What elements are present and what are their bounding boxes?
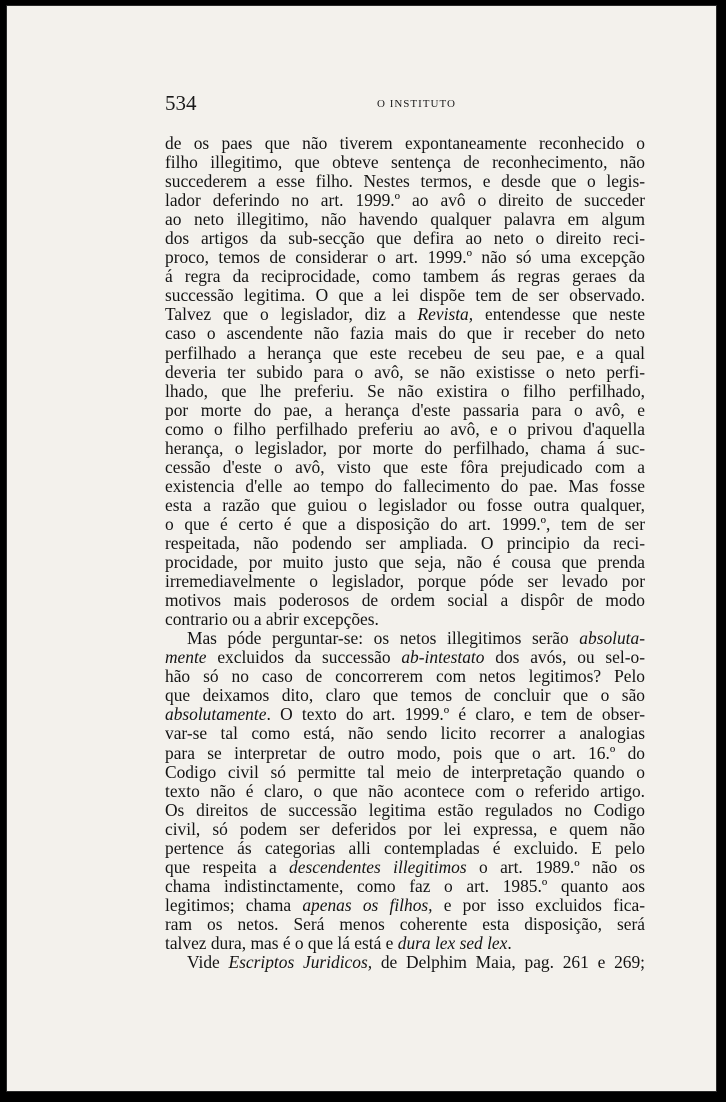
text-line: á regra da reciprocidade, como tambem ás regras geraes da [165,266,645,287]
text-line: lador deferindo no art. 1999.º ao avô o direito de succeder [165,190,645,211]
text-line: como o filho perfilhado preferiu ao avô, e o privou d'aquella [165,418,645,439]
text-line: dos artigos da sub-secção que defira ao neto o direito reci- [165,228,645,249]
text-line: talvez dura, mas é o que lá está e dura lex sed lex. [165,932,512,953]
text-line: civil, só podem ser deferidos por lei expressa, e quem não [165,818,645,839]
text-line: legitimos; chama apenas os filhos, e por isso excluidos fica- [165,894,646,915]
running-title: O INSTITUTO [377,98,456,110]
text-line: absolutamente. O texto do art. 1999.º é claro, e tem de obser- [165,704,645,725]
text-line: ram os netos. Será menos coherente esta disposição, será [165,913,645,934]
text-line: caso o ascendente não fazia mais do que ir receber do neto [165,323,645,344]
text-line: herança, o legislador, por morte do perfilhado, chama á suc- [165,437,645,458]
text-line: respeitada, não podendo ser ampliada. O principio da reci- [165,532,645,553]
text-line: procidade, por muito justo que seja, não é cousa que prenda [165,552,645,573]
text-line: deveria ter subido para o avô, se não existisse o neto perfi- [165,361,645,382]
text-line: Talvez que o legislador, diz a Revista, entendesse que neste [165,304,645,325]
text-line: Vide Escriptos Juridicos, de Delphim Maia, pag. 261 e 269; [187,952,645,973]
text-line: succederem a esse filho. Nestes termos, e desde que o legis- [165,171,645,192]
text-line: por morte do pae, a herança d'este passaria para o avô, e [165,399,645,420]
text-line: contrario ou a abrir excepções. [165,609,379,630]
text-line: hão só no caso de concorrerem com netos legitimos? Pelo [165,666,645,687]
italic-title: Revista, [417,304,474,325]
text-line: de os paes que não tiverem expontaneamente reconhecido o [165,133,645,153]
text-line: successão legitima. O que a lei dispõe tem de ser observado. [165,285,645,306]
text-line: que deixamos dito, claro que temos de concluir que o são [165,685,645,706]
text-line: pertence ás categorias alli contempladas é excluido. E pelo [165,837,645,858]
page-number: 534 [165,91,197,115]
text-line: texto não é claro, o que não acontece com o referido artigo. [165,780,645,801]
italic-title: Escriptos Juridicos, [228,952,373,973]
text-line: cessão d'este o avô, visto que este fôra prejudicado com a [165,456,645,477]
text-line: chama indistinctamente, como faz o art. 1985.º quanto aos [165,875,645,896]
text-line: irremediavelmente o legislador, porque póde ser levado por [165,571,645,592]
text-line: existencia d'elle ao tempo do fallecimento do pae. Mas fosse [165,475,645,496]
text-line: Mas póde perguntar-se: os netos illegitimos serão absoluta- [187,628,645,649]
text-line: Os direitos de successão legitima estão regulados no Codigo [165,799,645,820]
book-page [6,5,717,1092]
text-line: mente excluidos da successão ab-intestato dos avós, ou sel-o- [165,647,646,668]
text-line: filho illegitimo, que obteve sentença de reconhecimento, não [165,152,645,173]
text-line: para se interpretar de outro modo, pois que o art. 16.º do [165,742,645,763]
text-line: Codigo civil só permitte tal meio de interpretação quando o [165,761,645,782]
body-text [165,134,645,972]
text-line: que respeita a descendentes illegitimos o art. 1989.º não os [165,856,645,877]
text-line: var-se tal como está, não sendo licito recorrer a analogias [165,723,645,744]
text-line: perfilhado a herança que este recebeu de seu pae, e a qual [165,342,645,363]
text-line: esta a razão que guiou o legislador ou fosse outra qualquer, [165,494,645,515]
text-line: proco, temos de considerar o art. 1999.º não só uma excepção [165,247,645,268]
text-line: o que é certo é que a disposição do art. 1999.º, tem de ser [165,513,645,534]
text-line: ao neto illegitimo, não havendo qualquer palavra em algum [165,209,645,230]
text-line: lhado, que lhe preferiu. Se não existira o filho perfilhado, [165,380,645,401]
text-line: motivos mais poderosos de ordem social a dispôr de modo [165,590,645,611]
